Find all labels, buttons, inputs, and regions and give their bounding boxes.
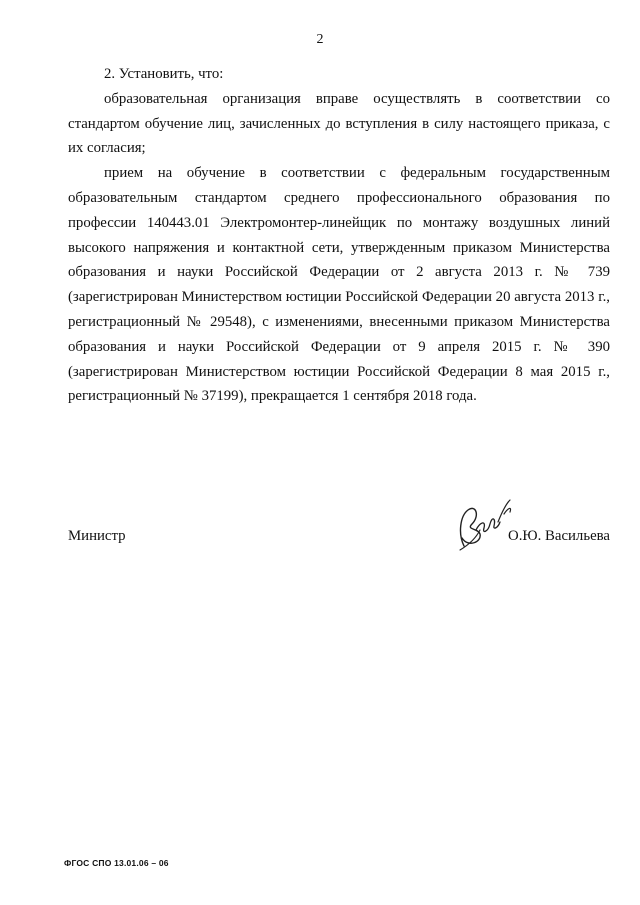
document-body xyxy=(68,62,610,409)
signer-title: Министр xyxy=(68,528,126,544)
signer-name: О.Ю. Васильева xyxy=(508,528,610,544)
clause-heading: 2. Установить, что: xyxy=(104,66,224,82)
document-code: ФГОС СПО 13.01.06 – 06 xyxy=(64,858,169,868)
page-number: 2 xyxy=(316,32,324,47)
clause-paragraph-2: прием на обучение в соответствии с федеральным государственным образовательным стандартом среднего профессионального образования по профессии 140443.01 Электромонтер-линейщик по монтажу воздушных линий высокого напряжения и контактной сети, утвержденным приказом Министерства образования и науки Российской Федерации от 2 августа 2013 г. № 739 (зарегистрирован Министерством юстиции Российской Федерации 20 августа 2013 г., регистрационный № 29548), с изменениями, внесенными приказом Министерства образования и науки Российской Федерации от 9 апреля 2015 г. № 390 (зарегистрирован Министерством юстиции Российской Федерации 8 мая 2015 г., регистрационный № 37199), прекращается 1 сентября 2018 года. xyxy=(68,165,610,405)
handwritten-signature-icon xyxy=(450,494,516,560)
signature-block xyxy=(68,520,610,560)
clause-paragraph-1: образовательная организация вправе осуществлять в соответствии со стандартом обучение лиц, зачисленных до вступления в силу настоящего приказа, с их согласия; xyxy=(68,90,610,157)
